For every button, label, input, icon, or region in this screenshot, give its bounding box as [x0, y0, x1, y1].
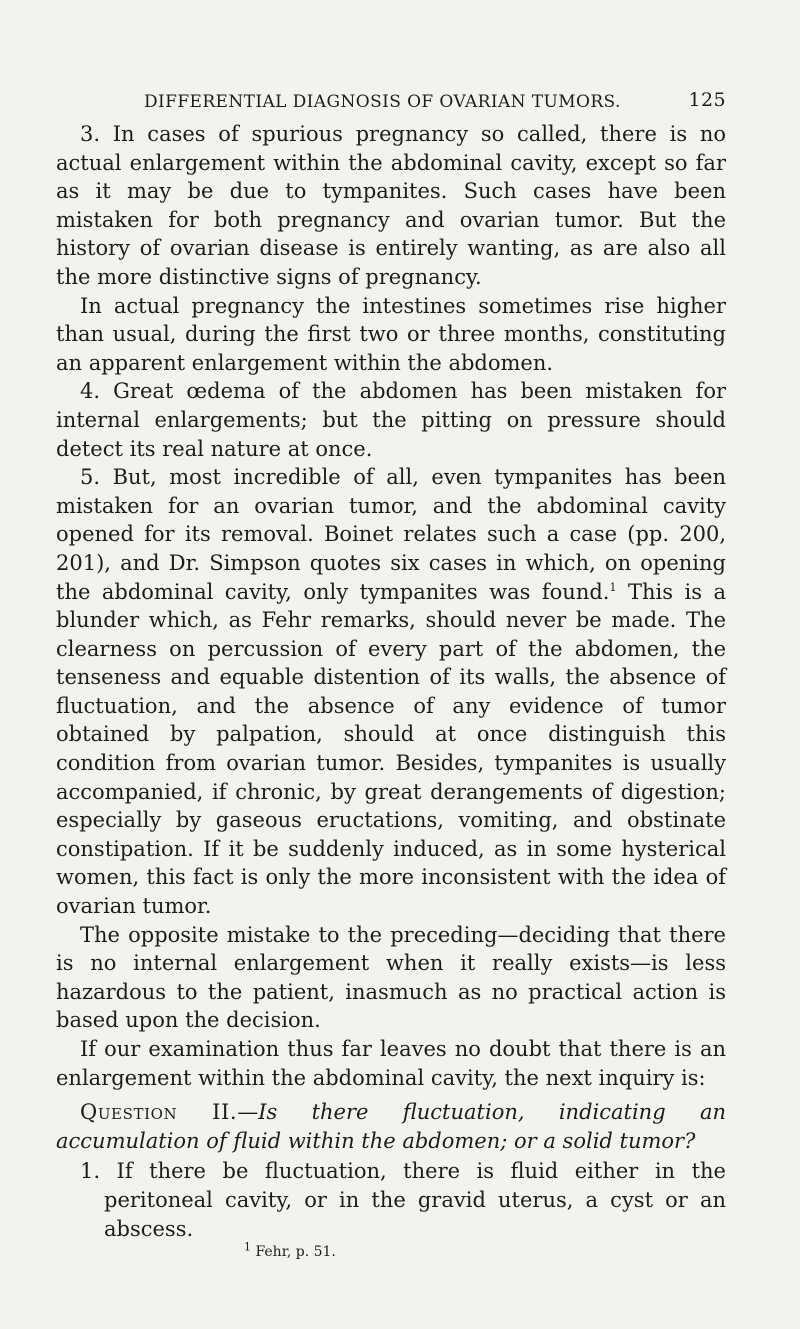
footnote-reference: 1 — [609, 580, 617, 594]
question-heading — [56, 1098, 726, 1155]
question-text: Is there fluctuation, indicating an accumulation of fluid within the abdomen; or a solid tumor? — [56, 1100, 727, 1153]
footnote — [56, 1240, 726, 1261]
question-label: Question II. — [80, 1100, 238, 1125]
paragraph-oedema: 4. Great œdema of the abdomen has been mistaken for internal enlargements; but the pitting on pressure should detect its real nature at once. — [56, 379, 726, 461]
running-title: DIFFERENTIAL DIAGNOSIS OF OVARIAN TUMORS. — [144, 92, 621, 112]
footnote-mark: 1 — [244, 1240, 251, 1254]
paragraph-tympanites-part2: This is a blunder which, as Fehr remarks, should never be made. The clearness on percussion of every part of the abdomen, the tenseness and equable distention of its walls, the absence of fluctuation, and the absence of any evidence of tumor obtained by palpation, should at once distinguish this condition from ovarian tumor. Besides, tympanites is usually accompanied, if chronic, by great derangements of digestion; especially by gaseous eructations, vomiting, and obstinate constipation. If it be suddenly induced, as in some hysterical women, this fact is only the more inconsistent with the idea of ovarian tumor. — [56, 579, 726, 919]
paragraph-spurious-pregnancy: 3. In cases of spurious pregnancy so called, there is no actual enlargement within the abdominal cavity, except so far as it may be due to tympanites. Such cases have been mistaken for both pregnancy and ovarian tumor. But the history of ovarian disease is entirely wanting, as are also all the more distinctive signs of pregnancy. — [56, 122, 726, 289]
footnote-text: Fehr, p. 51. — [251, 1244, 336, 1261]
paragraph-actual-pregnancy: In actual pregnancy the intestines sometimes rise higher than usual, during the first two or three months, constituting an apparent enlargement within the abdomen. — [56, 293, 726, 375]
question-dash: — — [237, 1100, 259, 1125]
book-page — [56, 88, 726, 1261]
page-number: 125 — [688, 89, 726, 111]
paragraph-tympanites — [56, 463, 726, 921]
paragraph-next-inquiry: If our examination thus far leaves no doubt that there is an enlargement within the abdominal cavity, the next inquiry is: — [56, 1037, 726, 1090]
list-item-fluctuation: 1. If there be fluctuation, there is fluid either in the peritoneal cavity, or in the gravid uterus, a cyst or an abscess. — [80, 1159, 726, 1241]
running-header — [56, 88, 726, 120]
paragraph-tympanites-part1: 5. But, most incredible of all, even tympanites has been mistaken for an ovarian tumor, and the abdominal cavity opened for its removal. Boinet relates such a case (pp. 200, 201), and Dr. Simpson quotes six cases in which, on opening the abdominal cavity, only tympanites was found. — [56, 465, 726, 604]
paragraph-opposite-mistake: The opposite mistake to the preceding—deciding that there is no internal enlargement when it really exists—is less hazardous to the patient, inasmuch as no practical action is based upon the decision. — [56, 922, 726, 1033]
